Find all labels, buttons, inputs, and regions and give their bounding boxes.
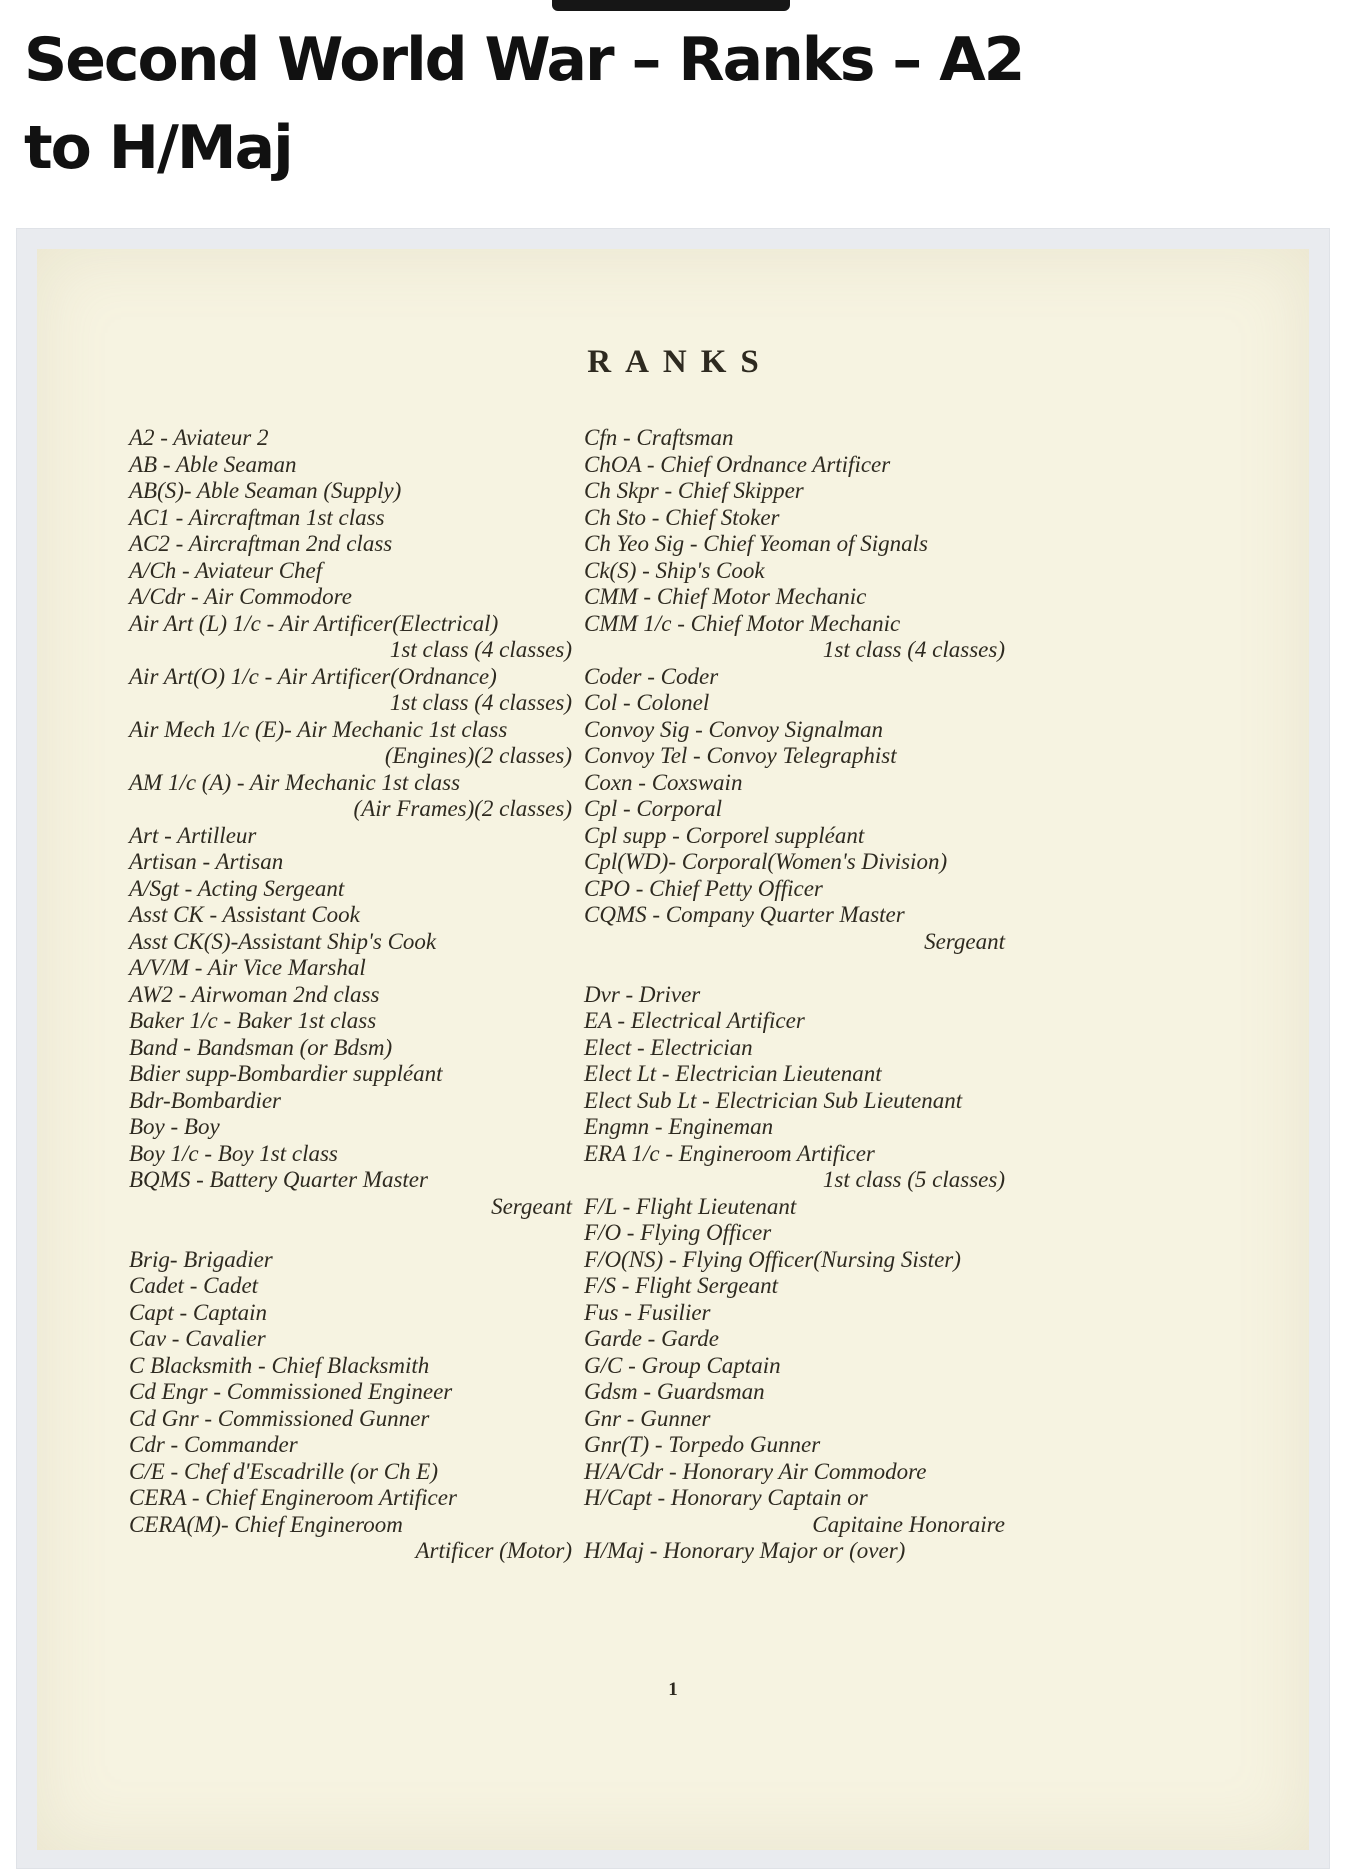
rank-line: BQMS - Battery Quarter Master: [129, 1167, 428, 1192]
rank-line: C Blacksmith - Chief Blacksmith: [129, 1352, 430, 1378]
page-title-line-1: Second World War – Ranks – A2: [24, 25, 1024, 95]
rank-line: Elect Sub Lt - Electrician Sub Lieutenant: [584, 1087, 963, 1113]
rank-line: CERA - Chief Engineroom Artificer: [129, 1485, 457, 1510]
rank-line: CMM - Chief Motor Mechanic: [584, 584, 867, 609]
rank-line-continuation: Sergeant: [924, 928, 1005, 954]
rank-line: Ch Skpr - Chief Skipper: [584, 478, 804, 503]
rank-line: Bdr-Bombardier: [129, 1087, 282, 1113]
rank-line: Ck(S) - Ship's Cook: [584, 557, 765, 583]
rank-line: AC2 - Aircraftman 2nd class: [129, 531, 393, 556]
rank-line: A/Ch - Aviateur Chef: [129, 557, 323, 583]
rank-line: ERA 1/c - Engineroom Artificer: [584, 1140, 875, 1166]
rank-line-continuation: Artificer (Motor): [415, 1538, 572, 1563]
rank-line-continuation: 1st class (4 classes): [389, 690, 572, 715]
rank-line: A/Cdr - Air Commodore: [129, 584, 352, 609]
rank-line: Capt - Captain: [129, 1299, 268, 1325]
rank-line-continuation: 1st class (4 classes): [389, 637, 572, 662]
rank-line: Baker 1/c - Baker 1st class: [129, 1008, 377, 1033]
rank-line: ChOA - Chief Ordnance Artificer: [584, 451, 891, 477]
rank-line: Cpl - Corporal: [584, 796, 723, 821]
rank-line: Cfn - Craftsman: [584, 425, 734, 450]
rank-line: AW2 - Airwoman 2nd class: [129, 981, 380, 1007]
rank-line: H/A/Cdr - Honorary Air Commodore: [584, 1458, 927, 1484]
rank-line: G/C - Group Captain: [584, 1352, 781, 1378]
rank-line: Coxn - Coxswain: [584, 769, 743, 795]
rank-line-continuation: Sergeant: [491, 1193, 572, 1219]
rank-line: CQMS - Company Quarter Master: [584, 902, 905, 927]
rank-line: Asst CK(S)-Assistant Ship's Cook: [129, 928, 437, 954]
rank-line: Boy - Boy: [129, 1114, 220, 1139]
rank-line: Boy 1/c - Boy 1st class: [129, 1140, 338, 1166]
rank-line: F/L - Flight Lieutenant: [584, 1193, 797, 1219]
rank-line: F/S - Flight Sergeant: [584, 1273, 778, 1298]
rank-line: Air Art (L) 1/c - Air Artificer(Electrical): [129, 610, 499, 636]
rank-line: CERA(M)- Chief Engineroom: [129, 1511, 403, 1537]
rank-line-gap: [584, 955, 1009, 982]
rank-line: Gdsm - Guardsman: [584, 1379, 765, 1404]
rank-line-continuation: 1st class (5 classes): [822, 1167, 1005, 1192]
rank-line: AC1 - Aircraftman 1st class: [129, 504, 385, 530]
rank-line: Cd Gnr - Commissioned Gunner: [129, 1405, 430, 1431]
rank-line: Ch Yeo Sig - Chief Yeoman of Signals: [584, 531, 928, 556]
rank-line: Garde - Garde: [584, 1326, 719, 1351]
rank-line: H/Maj - Honorary Major or (over): [584, 1538, 906, 1563]
rank-line: Dvr - Driver: [584, 981, 701, 1007]
rank-line: Coder - Coder: [584, 663, 719, 689]
rank-line: Art - Artilleur: [129, 822, 257, 848]
rank-line: Col - Colonel: [584, 690, 710, 715]
top-partial-bar: [552, 0, 790, 11]
document-title: RANKS: [587, 344, 773, 380]
scanned-document-page: [37, 249, 1309, 1850]
rank-line: A2 - Aviateur 2: [129, 425, 269, 450]
rank-line: Elect - Electrician: [584, 1034, 753, 1060]
rank-line: CPO - Chief Petty Officer: [584, 875, 823, 901]
page-number: 1: [668, 1679, 678, 1700]
scanned-document-frame: [16, 228, 1330, 1869]
rank-line: AB(S)- Able Seaman (Supply): [129, 478, 402, 503]
ranks-columns: [37, 425, 1309, 1570]
rank-line: Cpl(WD)- Corporal(Women's Division): [584, 849, 948, 874]
page-title: [24, 16, 1023, 192]
rank-line: F/O - Flying Officer: [584, 1220, 772, 1245]
rank-line: Convoy Tel - Convoy Telegraphist: [584, 743, 897, 768]
rank-line: Engmn - Engineman: [584, 1114, 774, 1139]
rank-line: Ch Sto - Chief Stoker: [584, 504, 780, 530]
rank-line: EA - Electrical Artificer: [584, 1008, 805, 1033]
rank-line: AM 1/c (A) - Air Mechanic 1st class: [129, 769, 461, 795]
rank-line: Band - Bandsman (or Bdsm): [129, 1034, 393, 1060]
rank-line: Gnr - Gunner: [584, 1405, 711, 1431]
ranks-column-right: [584, 425, 1009, 1565]
rank-line: AB - Able Seaman: [129, 451, 297, 477]
rank-line-continuation: (Engines)(2 classes): [384, 743, 572, 768]
rank-line: Cadet - Cadet: [129, 1273, 259, 1298]
rank-line: F/O(NS) - Flying Officer(Nursing Sister): [584, 1246, 961, 1272]
rank-line: Elect Lt - Electrician Lieutenant: [584, 1061, 882, 1086]
page-title-line-2: to H/Maj: [24, 113, 292, 183]
rank-line: Artisan - Artisan: [129, 849, 284, 874]
ranks-column-left: [129, 425, 576, 1565]
rank-line: Fus - Fusilier: [584, 1299, 711, 1325]
rank-line-continuation: 1st class (4 classes): [822, 637, 1005, 662]
rank-line: A/Sgt - Acting Sergeant: [129, 875, 345, 901]
rank-line-continuation: Capitaine Honoraire: [812, 1511, 1005, 1537]
rank-line: Cdr - Commander: [129, 1432, 298, 1457]
rank-line: H/Capt - Honorary Captain or: [584, 1485, 868, 1510]
rank-line: Asst CK - Assistant Cook: [129, 902, 360, 927]
rank-line: Air Art(O) 1/c - Air Artificer(Ordnance): [129, 663, 497, 689]
rank-line: Gnr(T) - Torpedo Gunner: [584, 1432, 821, 1457]
rank-line-gap: [129, 1220, 576, 1247]
rank-line: A/V/M - Air Vice Marshal: [129, 955, 366, 980]
rank-line: CMM 1/c - Chief Motor Mechanic: [584, 610, 901, 636]
rank-line: Cd Engr - Commissioned Engineer: [129, 1379, 453, 1404]
rank-line-continuation: (Air Frames)(2 classes): [353, 796, 572, 821]
rank-line: Brig- Brigadier: [129, 1246, 273, 1272]
rank-line: Bdier supp-Bombardier suppléant: [129, 1061, 443, 1086]
rank-line: Cpl supp - Corporel suppléant: [584, 822, 865, 848]
rank-line: Air Mech 1/c (E)- Air Mechanic 1st class: [129, 716, 508, 742]
rank-line: Convoy Sig - Convoy Signalman: [584, 716, 883, 742]
rank-line: Cav - Cavalier: [129, 1326, 266, 1351]
rank-line: C/E - Chef d'Escadrille (or Ch E): [129, 1458, 438, 1484]
